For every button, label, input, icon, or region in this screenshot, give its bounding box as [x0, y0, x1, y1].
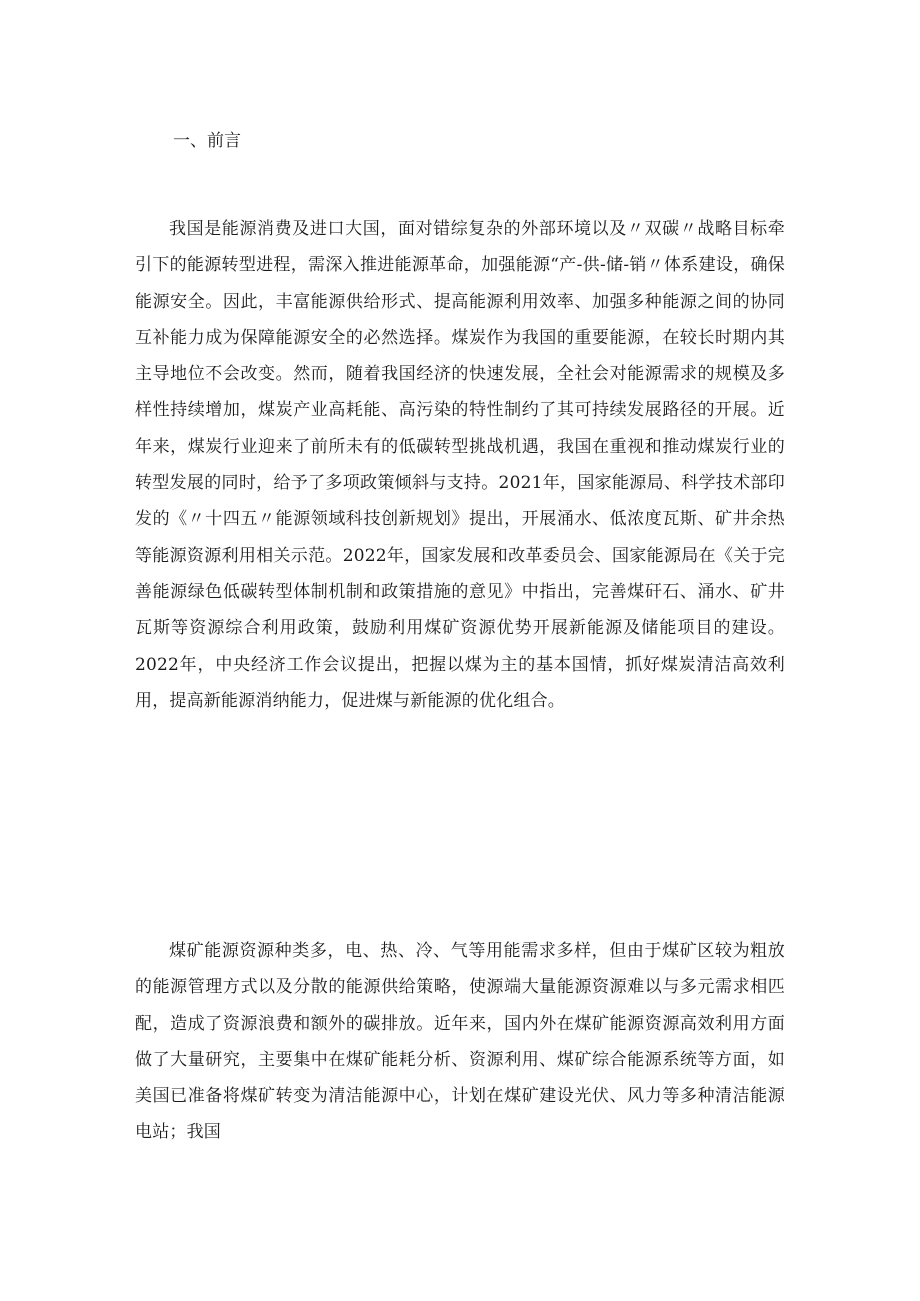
paragraph-coal-mine-resources: 煤矿能源资源种类多，电、热、冷、气等用能需求多样，但由于煤矿区较为粗放的能源管理方式以及分散的能源供给策略，使源端大量能源资源难以与多元需求相匹配，造成了资源浪费和额外的碳排放。近年来，国内外在煤矿能源资源高效利用方面做了大量研究，主要集中在煤矿能耗分析、资源利用、煤矿综合能源系统等方面，如美国已准备将煤矿转变为清洁能源中心，计划在煤矿建设光伏、风力等多种清洁能源电站；我国 — [135, 941, 785, 1143]
section-heading: 一、前言 — [173, 131, 241, 151]
paragraph-intro: 我国是能源消费及进口大国，面对错综复杂的外部环境以及〃双碳〃战略目标牵引下的能源转型进程，需深入推进能源革命，加强能源“产-供-储-销〃体系建设，确保能源安全。因此，丰富能源供给形式、提高能源利用效率、加强多种能源之间的协同互补能力成为保障能源安全的必然选择。煤炭作为我国的重要能源，在较长时期内其主导地位不会改变。然而，随着我国经济的快速发展，全社会对能源需求的规模及多样性持续增加，煤炭产业高耗能、高污染的特性制约了其可持续发展路径的开展。近年来，煤炭行业迎来了前所未有的低碳转型挑战机遇，我国在重视和推动煤炭行业的转型发展的同时，给予了多项政策倾斜与支持。2021年，国家能源局、科学技术部印发的《〃十四五〃能源领域科技创新规划》提出，开展涌水、低浓度瓦斯、矿井余热等能源资源利用相关示范。2022年，国家发展和改革委员会、国家能源局在《关于完善能源绿色低碳转型体制机制和政策措施的意见》中指出，完善煤矸石、涌水、矿井瓦斯等资源综合利用政策，鼓励利用煤矿资源优势开展新能源及储能项目的建设。2022年，中央经济工作会议提出，把握以煤为主的基本国情，抓好煤炭清洁高效利用，提高新能源消纳能力，促进煤与新能源的优化组合。 — [135, 219, 785, 711]
